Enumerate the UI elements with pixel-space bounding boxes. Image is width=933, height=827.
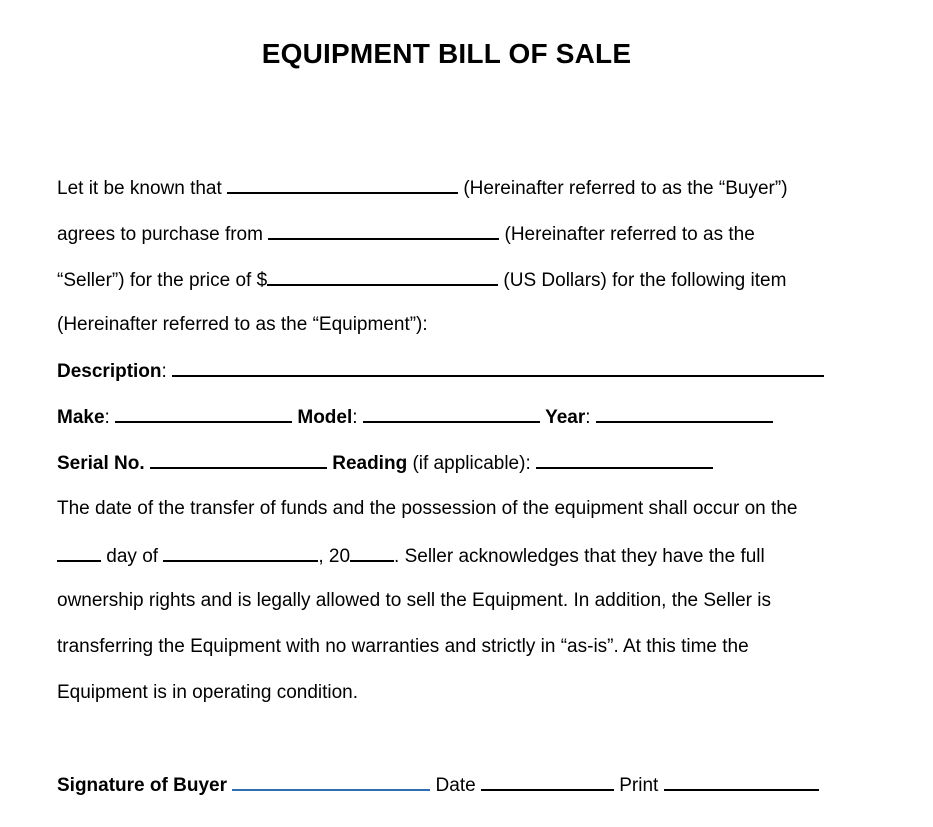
buyer-signature-label: Signature of Buyer (57, 775, 227, 796)
intro-text: (Hereinafter referred to as the (499, 224, 755, 245)
print-label: Print (619, 775, 659, 796)
transfer-text: day of (101, 546, 164, 567)
price-blank[interactable] (267, 266, 498, 286)
serial-label: Serial No. (57, 453, 145, 474)
date-blank[interactable] (481, 771, 614, 791)
make-label: Make (57, 407, 105, 428)
serial-blank[interactable] (150, 449, 327, 469)
model-label: Model (297, 407, 353, 428)
buyer-name-blank[interactable] (227, 174, 458, 194)
intro-line-2 (57, 220, 755, 248)
transfer-line-4: transferring the Equipment with no warranties and strictly in “as-is”. At this time the (57, 636, 749, 657)
intro-line-3 (57, 266, 786, 294)
print-name-blank[interactable] (664, 771, 819, 791)
make-model-year-row (57, 403, 773, 431)
colon: : (161, 361, 173, 382)
colon: : (352, 407, 363, 428)
intro-text: (Hereinafter referred to as the “Buyer”) (458, 178, 788, 199)
day-blank[interactable] (57, 542, 101, 562)
reading-label: Reading (332, 453, 408, 474)
date-label: Date (435, 775, 476, 796)
transfer-line-1: The date of the transfer of funds and the possession of the equipment shall occur on the (57, 498, 798, 519)
reading-note: (if applicable): (407, 453, 537, 474)
year-suffix-blank[interactable] (350, 542, 394, 562)
transfer-line-5: Equipment is in operating condition. (57, 682, 359, 703)
transfer-text: , 20 (318, 546, 351, 567)
transfer-line-3: ownership rights and is legally allowed to sell the Equipment. In addition, the Seller is (57, 590, 771, 611)
intro-text: Let it be known that (57, 178, 228, 199)
intro-text: “Seller”) for the price of $ (57, 270, 268, 291)
reading-blank[interactable] (536, 449, 713, 469)
month-blank[interactable] (163, 542, 318, 562)
seller-name-blank[interactable] (268, 220, 499, 240)
colon: : (104, 407, 116, 428)
description-row (57, 357, 824, 385)
intro-text: (US Dollars) for the following item (498, 270, 787, 291)
transfer-line-2 (57, 542, 765, 570)
description-blank[interactable] (172, 357, 824, 377)
year-label: Year (545, 407, 586, 428)
description-label: Description (57, 361, 162, 382)
document-title: EQUIPMENT BILL OF SALE (261, 38, 632, 69)
colon: : (585, 407, 596, 428)
buyer-signature-blank[interactable] (232, 771, 430, 791)
serial-reading-row (57, 449, 713, 477)
intro-line-4: (Hereinafter referred to as the “Equipment”): (57, 314, 428, 335)
make-blank[interactable] (115, 403, 292, 423)
model-blank[interactable] (363, 403, 540, 423)
signature-row (57, 771, 819, 799)
intro-line-1 (57, 174, 788, 202)
transfer-text: . Seller acknowledges that they have the full (394, 546, 765, 567)
year-blank[interactable] (596, 403, 773, 423)
intro-text: agrees to purchase from (57, 224, 269, 245)
